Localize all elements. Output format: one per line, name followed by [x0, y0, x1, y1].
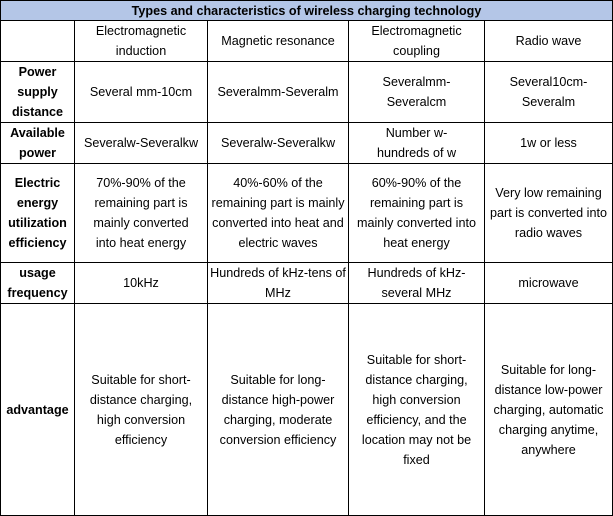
- table-cell: Severalw-Severalkw: [75, 123, 208, 164]
- row-label-advantage: advantage: [1, 304, 75, 516]
- table-cell: Severalw-Severalkw: [208, 123, 349, 164]
- table-cell: Number w-hundreds of w: [349, 123, 485, 164]
- header-electromagnetic-induction: Electromagnetic induction: [75, 21, 208, 62]
- table-cell: Suitable for short-distance charging, high conversion efficiency, and the location may not be fixed: [349, 304, 485, 516]
- row-label-power-supply-distance: Power supply distance: [1, 62, 75, 123]
- table-cell: 60%-90% of the remaining part is mainly converted into heat energy: [349, 164, 485, 263]
- table-cell: Suitable for long-distance low-power charging, automatic charging anytime, anywhere: [485, 304, 613, 516]
- header-radio-wave: Radio wave: [485, 21, 613, 62]
- table-cell: Suitable for long-distance high-power charging, moderate conversion efficiency: [208, 304, 349, 516]
- table-cell: microwave: [485, 263, 613, 304]
- row-label-available-power: Available power: [1, 123, 75, 164]
- table-cell: Severalmm-Severalm: [208, 62, 349, 123]
- table-cell: Several mm-10cm: [75, 62, 208, 123]
- table-cell: 70%-90% of the remaining part is mainly converted into heat energy: [75, 164, 208, 263]
- table-cell: Several10cm-Severalm: [485, 62, 613, 123]
- table-cell: Suitable for short-distance charging, high conversion efficiency: [75, 304, 208, 516]
- header-corner: [1, 21, 75, 62]
- table-row: [1, 62, 613, 123]
- table-cell: 1w or less: [485, 123, 613, 164]
- header-row: [1, 21, 613, 62]
- table-row: [1, 123, 613, 164]
- row-label-usage-frequency: usage frequency: [1, 263, 75, 304]
- table-row: [1, 263, 613, 304]
- header-magnetic-resonance: Magnetic resonance: [208, 21, 349, 62]
- table-row: [1, 164, 613, 263]
- table-cell: Hundreds of kHz-several MHz: [349, 263, 485, 304]
- table-cell: Very low remaining part is converted into radio waves: [485, 164, 613, 263]
- table-cell: 40%-60% of the remaining part is mainly converted into heat and electric waves: [208, 164, 349, 263]
- table-title: Types and characteristics of wireless charging technology: [1, 1, 613, 21]
- table-cell: Severalmm-Severalcm: [349, 62, 485, 123]
- header-electromagnetic-coupling: Electromagnetic coupling: [349, 21, 485, 62]
- table-row: [1, 304, 613, 516]
- table-cell: 10kHz: [75, 263, 208, 304]
- row-label-electric-energy-utilization-efficiency: Electric energy utilization efficiency: [1, 164, 75, 263]
- table-cell: Hundreds of kHz-tens of MHz: [208, 263, 349, 304]
- title-row: [1, 1, 613, 21]
